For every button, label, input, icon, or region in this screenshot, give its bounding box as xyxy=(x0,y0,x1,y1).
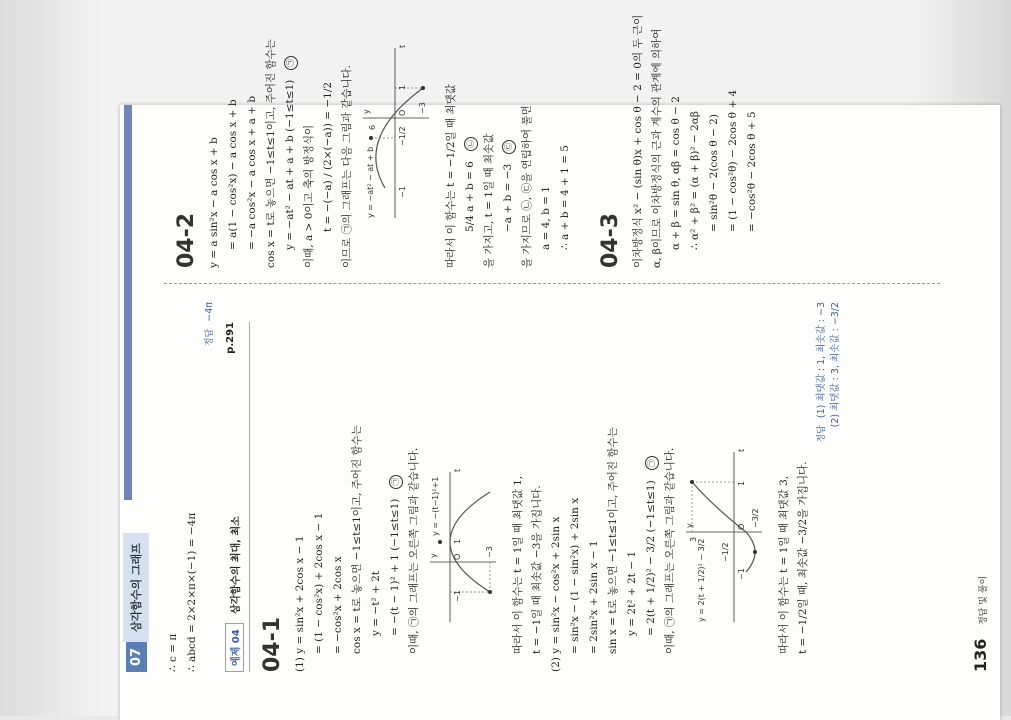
text-line: = 2sin²x + 2sin x − 1 xyxy=(588,540,600,654)
text-line: = sin²θ − 2(cos θ − 2) xyxy=(708,114,720,232)
text-line: ∴ a + b = 4 + 1 = 5 xyxy=(559,145,571,250)
problem-number: 04-2 xyxy=(174,212,199,268)
answer-line: 정답 (1) 최댓값 : 1, 최솟값 : −3 xyxy=(816,302,827,443)
text-line: t = −(−a) / (2×(−a)) = −1/2 xyxy=(322,81,334,232)
svg-text:O: O xyxy=(737,523,746,530)
svg-text:−1: −1 xyxy=(453,590,462,602)
text-line: (2) y = sin²x − cos²x + 2sin x xyxy=(550,516,562,672)
text-line: 이차방정식 x² − (sin θ)x + cos θ − 2 = 0의 두 근이 xyxy=(632,14,644,268)
svg-text:1: 1 xyxy=(737,480,746,486)
left-column xyxy=(164,302,841,672)
text-line: ∴ abcd = 2×2×π×(−1) = −4π xyxy=(186,512,198,672)
text-line: cos x = t로 놓으면 −1≤t≤1이고, 주어진 함수는 xyxy=(265,39,277,268)
answer-line xyxy=(202,302,215,672)
svg-text:y = −at² − at + b: y = −at² − at + b xyxy=(366,146,375,218)
svg-text:−1/2: −1/2 xyxy=(398,126,407,146)
text-line: α + β = sin θ, αβ = cos θ − 2 xyxy=(670,96,682,250)
footer-label: 정답 및 풀이 xyxy=(979,575,989,626)
text-line: ∴ α² + β² = (α + β)² − 2αβ xyxy=(689,111,701,250)
svg-text:y = 2(t + 1/2)² − 3/2: y = 2(t + 1/2)² − 3/2 xyxy=(697,538,706,622)
text-line: = −(t − 1)² + 1 (−1≤t≤1)㉠ xyxy=(386,302,405,672)
text-line: = (1 − cos²θ) − 2cos θ + 4 xyxy=(727,89,739,232)
text-line: t = −1/2일 때, 최솟값 −3/2을 가집니다. xyxy=(797,461,809,654)
svg-text:O: O xyxy=(453,553,462,560)
text-line: 이므로 ㉠의 그래프는 다음 그림과 같습니다. xyxy=(341,65,353,268)
text-line: = −cos²θ − 2cos θ + 5 xyxy=(746,111,758,232)
parabola-graph-2 xyxy=(684,302,771,632)
svg-text:−1/2: −1/2 xyxy=(721,542,730,562)
svg-text:1: 1 xyxy=(453,538,462,544)
svg-text:−1: −1 xyxy=(737,568,746,580)
svg-text:y: y xyxy=(429,553,438,558)
text-line: 이때, a > 0이고 축의 방정식이 xyxy=(303,124,315,268)
text-line: y = −at² − at + a + b (−1≤t≤1)㉠ xyxy=(281,0,300,268)
text-line: y = 2t² + 2t − 1 xyxy=(626,550,638,636)
answer-line xyxy=(575,0,588,268)
text-line: = −cos²x + 2cos x xyxy=(332,556,344,654)
text-line: ∴ c = π xyxy=(167,633,179,672)
chapter-title: 삼각함수의 그래프 xyxy=(123,533,149,642)
svg-text:6: 6 xyxy=(368,124,377,130)
text-line: = 2(t + 1/2)² − 3/2 (−1≤t≤1)㉠ xyxy=(642,302,661,672)
right-column xyxy=(164,0,762,268)
problem-number: 04-3 xyxy=(598,212,623,268)
text-line: = sin²x − (1 − sin²x) + 2sin x xyxy=(569,497,581,654)
text-line: sin x = t로 놓으면 −1≤t≤1이고, 주어진 함수는 xyxy=(607,427,619,654)
svg-text:t: t xyxy=(453,468,462,472)
svg-text:1: 1 xyxy=(398,84,407,90)
text-line: 따라서 이 함수는 t = −1/2일 때 최댓값 xyxy=(445,84,457,268)
svg-text:−1: −1 xyxy=(398,186,407,198)
svg-text:3: 3 xyxy=(689,536,698,542)
parabola-graph-1 xyxy=(428,302,505,632)
column-divider xyxy=(164,283,940,284)
parabola-graph-3 xyxy=(361,0,438,228)
page-reference: p.291 xyxy=(225,322,236,354)
text-line: 이때, ㉠의 그래프는 오른쪽 그림과 같습니다. xyxy=(408,447,420,654)
svg-text:−3: −3 xyxy=(485,546,494,558)
text-line: = −a cos²x − a cos x + a + b xyxy=(246,95,258,250)
page-footer xyxy=(971,576,990,672)
answer-value: −4π xyxy=(204,302,215,322)
chapter-number: 07 xyxy=(126,642,147,672)
example-header xyxy=(225,322,250,672)
text-line: a = 4, b = 1 xyxy=(540,186,552,250)
svg-text:y: y xyxy=(685,523,694,528)
text-line: 을 가지므로 ㉡, ㉢을 연립하여 풀면 xyxy=(521,105,533,268)
text-line: −a + b = −3㉢ xyxy=(499,0,518,268)
header-bar xyxy=(124,105,132,500)
problem-number: 04-1 xyxy=(260,616,285,672)
text-line: 5/4 a + b = 6㉡ xyxy=(461,0,480,268)
text-line: 따라서 이 함수는 t = 1일 때 최댓값 3, xyxy=(778,475,790,654)
text-line: (1) y = sin²x + 2cos x − 1 xyxy=(294,535,306,672)
svg-text:t: t xyxy=(398,44,407,48)
example-tag: 예제 04 xyxy=(225,623,244,672)
example-title: 삼각함수의 최대, 최소 xyxy=(231,516,242,614)
svg-text:y: y xyxy=(362,109,371,114)
text-line: y = −t² + 2t xyxy=(370,570,382,636)
svg-text:−3/2: −3/2 xyxy=(751,508,760,528)
text-line: = (1 − cos²x) + 2cos x − 1 xyxy=(313,512,325,654)
text-line: 따라서 이 함수는 t = 1일 때 최댓값 1, xyxy=(512,475,524,654)
text-line: 이때, ㉠의 그래프는 오른쪽 그림과 같습니다. xyxy=(664,447,676,654)
page-number: 136 xyxy=(971,638,990,672)
text-line: t = −1일 때 최솟값 −3을 가집니다. xyxy=(531,485,543,654)
text-line: 을 가지고, t = 1일 때 최솟값 xyxy=(483,133,495,268)
svg-text:O: O xyxy=(398,109,407,116)
text-line: = a(1 − cos²x) − a cos x + b xyxy=(227,99,239,250)
answer-label: 정답 xyxy=(205,328,215,347)
answer-line: (2) 최댓값 : 3, 최솟값 : −3/2 xyxy=(830,302,841,428)
textbook-page xyxy=(120,14,1000,720)
chapter-header xyxy=(124,533,148,672)
svg-text:t: t xyxy=(737,448,746,452)
text-line: α, β이므로 이차방정식의 근과 계수의 관계에 의하여 xyxy=(651,28,663,268)
svg-text:y = −(t−1)²+1: y = −(t−1)²+1 xyxy=(431,476,440,536)
text-line: y = a sin²x − a cos x + b xyxy=(208,137,220,268)
svg-text:−3: −3 xyxy=(418,102,427,114)
text-line: cos x = t로 놓으면 −1≤t≤1이고, 주어진 함수는 xyxy=(351,425,363,654)
